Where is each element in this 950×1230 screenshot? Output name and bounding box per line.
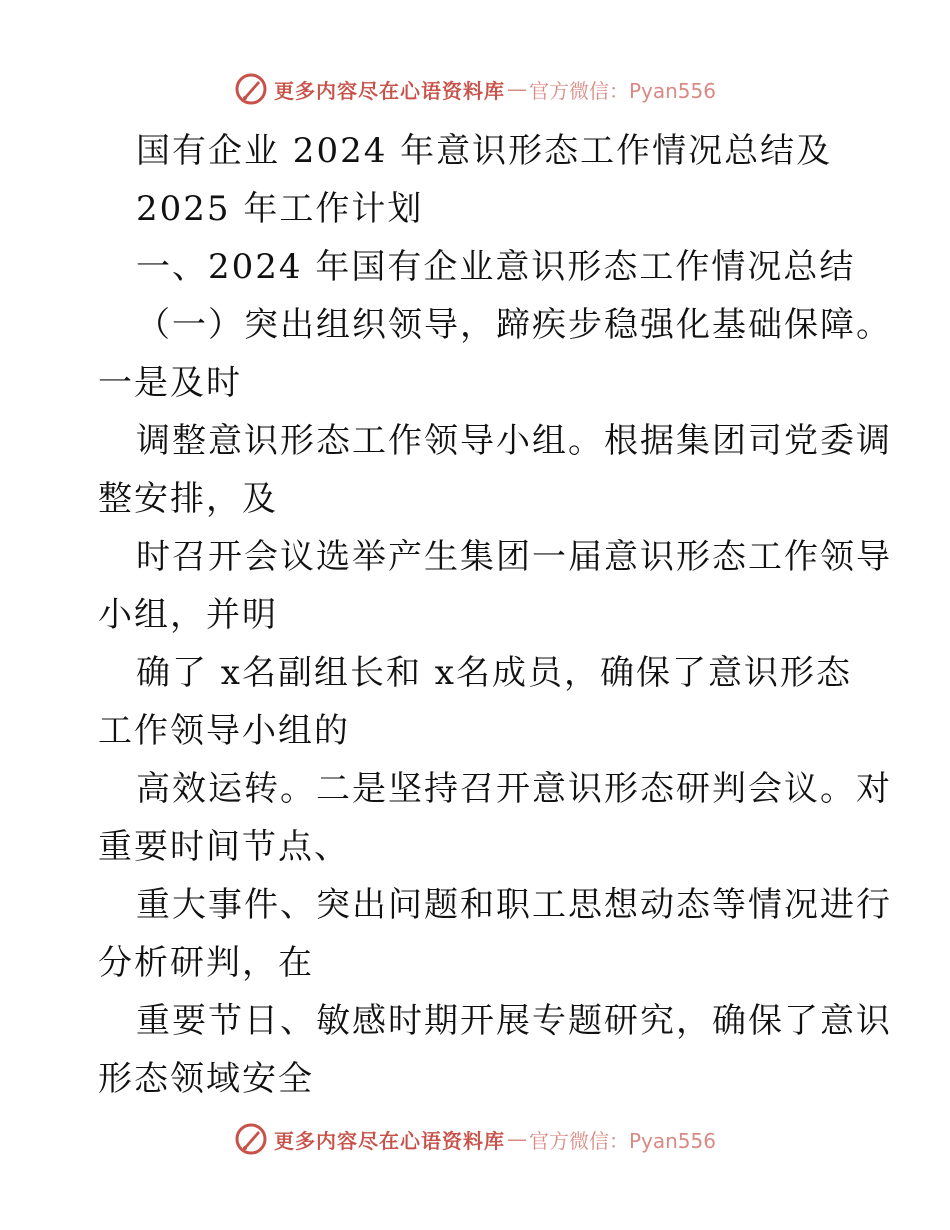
document-text-line: 一、2024 年国有企业意识形态工作情况总结 — [136, 247, 856, 287]
quill-pen-logo-icon — [234, 72, 268, 106]
banner-dash: — — [506, 1127, 527, 1151]
banner-brand-text: 更多内容尽在心语资料库 — [273, 78, 505, 103]
document-text-line: 形态领域安全 — [98, 1059, 314, 1099]
document-text-line: （一）突出组织领导，蹄疾步稳强化基础保障。 — [136, 305, 892, 345]
banner-contact-text: 官方微信：Pyan556 — [528, 1128, 716, 1153]
document-text-line: 重要节日、敏感时期开展专题研究，确保了意识 — [136, 1001, 892, 1041]
document-text-line: 整安排，及 — [98, 479, 278, 519]
document-body — [98, 122, 892, 1108]
banner-contact-text: 官方微信：Pyan556 — [528, 78, 716, 103]
banner-dash: — — [506, 77, 527, 101]
document-text-line: 时召开会议选举产生集团一届意识形态工作领导 — [136, 537, 892, 577]
document-text-line: 一是及时 — [98, 363, 242, 403]
footer-watermark-banner — [0, 1122, 950, 1156]
document-text-line: 国有企业 2024 年意识形态工作情况总结及 — [136, 131, 833, 171]
header-watermark-banner — [0, 72, 950, 106]
document-text-line: 调整意识形态工作领导小组。根据集团司党委调 — [136, 421, 892, 461]
document-text-line: 高效运转。二是坚持召开意识形态研判会议。对 — [136, 769, 892, 809]
document-text-line: 工作领导小组的 — [98, 711, 350, 751]
document-text-line: 小组，并明 — [98, 595, 278, 635]
document-text-line: 分析研判，在 — [98, 943, 314, 983]
document-text-line: 重大事件、突出问题和职工思想动态等情况进行 — [136, 885, 892, 925]
quill-pen-logo-icon — [234, 1122, 268, 1156]
document-text-line: 重要时间节点、 — [98, 827, 350, 867]
document-text-line: 确了 x名副组长和 x名成员，确保了意识形态 — [136, 653, 852, 693]
document-text-line: 2025 年工作计划 — [136, 189, 424, 229]
banner-brand-text: 更多内容尽在心语资料库 — [273, 1128, 505, 1153]
